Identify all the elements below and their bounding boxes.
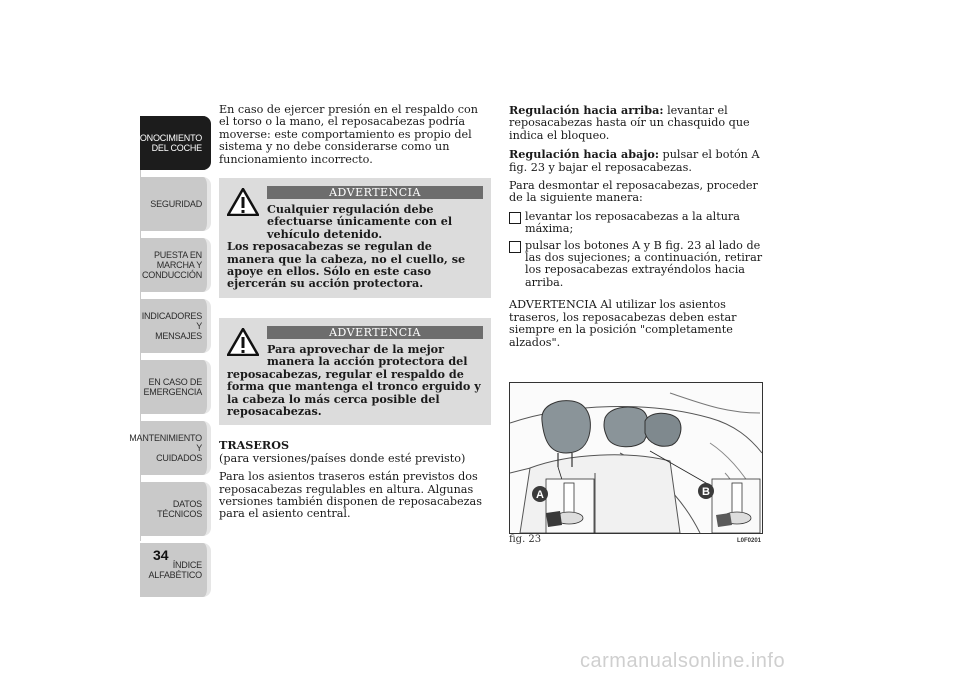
section-subheading: (para versiones/países donde esté previsto) bbox=[219, 451, 466, 465]
tab-datos-tecnicos[interactable]: DATOS TÉCNICOS bbox=[140, 482, 211, 536]
warning-triangle-icon bbox=[227, 188, 259, 216]
list-item: pulsar los botones A y B fig. 23 al lado de las dos sujeciones; a continuación, retirar los reposacabezas extrayéndolos hacia arriba. bbox=[509, 240, 771, 290]
checkbox-bullet-icon bbox=[509, 241, 521, 253]
warning-text: Para aprovechar de la mejor manera la acción protectora del reposacabezas, regular el respaldo de forma que mantenga el tronco erguido y la cabeza lo más cerca posible del reposacabezas. bbox=[227, 341, 481, 418]
warning-box-1 bbox=[219, 178, 491, 298]
left-column bbox=[219, 104, 491, 527]
page-number: 34 bbox=[153, 547, 169, 563]
warning-box-2 bbox=[219, 318, 491, 425]
regulation-down: Regulación hacia abajo: pulsar el botón A fig. 23 y bajar el reposacabezas. bbox=[509, 147, 760, 174]
tab-indicadores[interactable]: INDICADORES Y MENSAJES bbox=[140, 299, 211, 353]
tab-mantenimiento[interactable]: MANTENIMIENTO Y CUIDADOS bbox=[140, 421, 211, 475]
advert-paragraph: ADVERTENCIA Al utilizar los asientos traseros, los reposacabezas deben estar siempre en la posición "completamente alzados". bbox=[509, 298, 737, 349]
rear-paragraph: Para los asientos traseros están previstos dos reposacabezas regulables en altura. Algunas versiones también disponen de reposacabezas para el asiento central. bbox=[219, 470, 482, 521]
regulation-up: Regulación hacia arriba: levantar el reposacabezas hasta oír un chasquido que indica el bloqueo. bbox=[509, 103, 750, 142]
right-column bbox=[509, 104, 771, 355]
section-heading: TRASEROS bbox=[219, 438, 290, 453]
rear-headrest-illustration bbox=[510, 383, 762, 533]
tab-seguridad[interactable]: SEGURIDAD bbox=[140, 177, 211, 231]
label-a-badge bbox=[532, 486, 548, 502]
tab-indice[interactable]: ÍNDICE ALFABÉTICO bbox=[140, 543, 211, 597]
svg-text:B: B bbox=[702, 486, 710, 498]
warning-triangle-icon bbox=[227, 328, 259, 356]
tab-emergencia[interactable]: EN CASO DE EMERGENCIA bbox=[140, 360, 211, 414]
chapter-sidebar bbox=[129, 116, 211, 604]
list-item: levantar los reposacabezas a la altura máxima; bbox=[509, 211, 771, 236]
warning-text: Cualquier regulación debe efectuarse únicamente con el vehículo detenido. Los reposacabezas se regulan de manera que la cabeza, no el cuello, se apoye en ellos. Sólo en este caso ejercerán su acción protectora. bbox=[227, 202, 466, 291]
checkbox-bullet-icon bbox=[509, 212, 521, 224]
figure-caption: fig. 23 bbox=[509, 534, 542, 545]
watermark: carmanualsonline.info bbox=[580, 650, 786, 672]
figure-23-illustration bbox=[509, 382, 763, 534]
figure-code: L0F0201 bbox=[737, 538, 762, 544]
warning-title: ADVERTENCIA bbox=[267, 326, 483, 339]
warning-title: ADVERTENCIA bbox=[267, 186, 483, 199]
label-b-badge bbox=[698, 483, 714, 499]
intro-paragraph: En caso de ejercer presión en el respaldo con el torso o la mano, el reposacabezas podría moverse: este comportamiento es propio del sistema y no debe considerarse como un funcionamiento incorrecto. bbox=[219, 103, 478, 166]
svg-text:A: A bbox=[536, 489, 544, 501]
tab-conocimiento[interactable]: CONOCIMIENTO DEL COCHE bbox=[140, 116, 211, 170]
remove-intro: Para desmontar el reposacabezas, proceder de la siguiente manera: bbox=[509, 179, 758, 205]
tab-puesta-en-marcha[interactable]: PUESTA EN MARCHA Y CONDUCCIÓN bbox=[140, 238, 211, 292]
